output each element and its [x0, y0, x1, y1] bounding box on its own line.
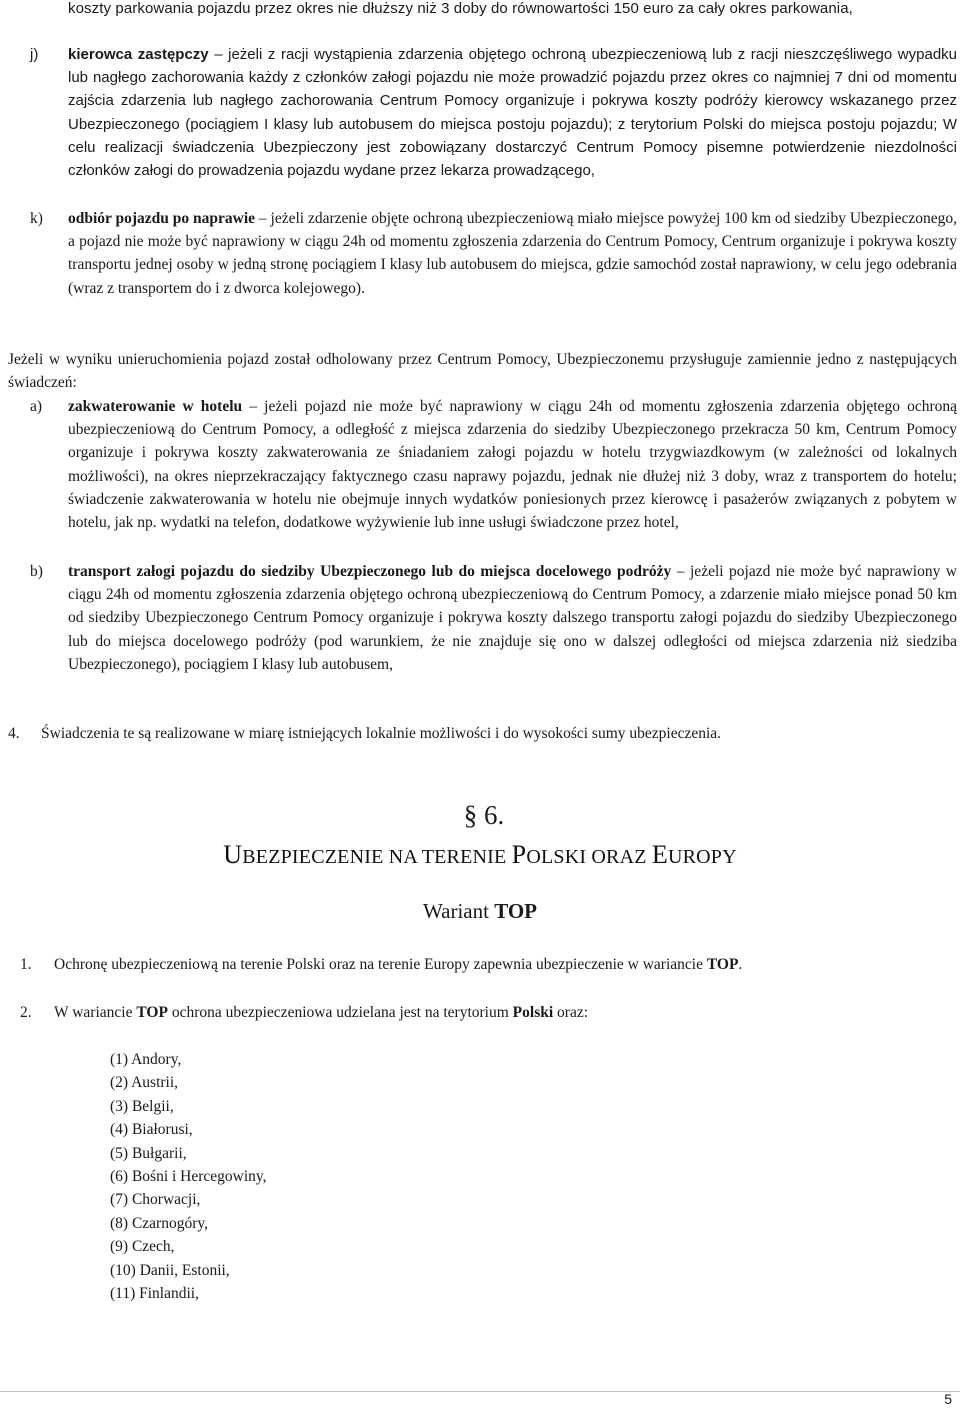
list-label: b): [30, 563, 43, 580]
list-item-b: [30, 560, 957, 676]
list-item: (10) Danii, Estonii,: [110, 1261, 230, 1279]
page-number: 5: [944, 1391, 952, 1407]
footer-divider: [0, 1391, 960, 1392]
variant-heading: Wariant TOP: [423, 899, 537, 923]
list-item: (9) Czech,: [110, 1238, 175, 1256]
list-item-title: kierowca zastępczy: [68, 46, 209, 63]
list-item-title: odbiór pojazdu po naprawie: [68, 210, 256, 227]
list-item: (5) Bułgarii,: [110, 1144, 187, 1162]
point-number: 1.: [20, 956, 32, 973]
list-item-text: – jeżeli pojazd nie może być naprawiony w ciągu 24h od momentu zgłoszenia zdarzenia objętego ochroną ubezpieczeniową do Centrum Pomocy, a odległość z miejsca zdarzenia do siedziby Ubezpieczonego przekracza 50 km, Centrum Pomocy organizuje i pokrywa koszty zakwaterowania ze śniadaniem załogi pojazdu w hotelu trzygwiazdkowym (w zależności od lokalnych możliwości), na okres nieprzekraczający faktycznego czasu naprawy pojazdu, jednak nie dłużej niż 3 doby, wraz z transportem do hotelu; świadczenie zakwaterowania w hotelu nie obejmuje innych wydatków poniesionych przez kierowcę i pasażerów związanych z pobytem w hotelu, jak np. wydatki na telefon, dodatkowe wyżywienie lub inne usługi świadczone przez hotel,: [68, 398, 957, 532]
section-number: § 6.: [463, 800, 505, 830]
list-item: (2) Austrii,: [110, 1074, 179, 1092]
list-item-text: – jeżeli zdarzenie objęte ochroną ubezpieczeniową miało miejsce powyżej 100 km od siedziby Ubezpieczonego, a pojazd nie może być naprawiony w ciągu 24h od momentu zgłoszenia zdarzenia do Centrum Pomocy, Centrum organizuje i pokrywa koszty transportu jednej osoby w jedną stronę pociągiem I klasy lub autobusem do miejsca, gdzie samochód został naprawiony, w celu jego odebrania (wraz z transportem do i z dworca kolejowego).: [68, 210, 957, 297]
list-item: (1) Andory,: [110, 1051, 182, 1068]
list-item-k: [30, 207, 957, 300]
point-4: [8, 722, 958, 745]
point-number: 4.: [8, 725, 20, 742]
point-1: [20, 953, 950, 976]
section-heading: UBEZPIECZENIE NA TERENIE POLSKI ORAZ EUROPY: [223, 840, 737, 869]
list-item: (4) Białorusi,: [110, 1121, 193, 1139]
list-item: (6) Bośni i Hercegowiny,: [110, 1168, 267, 1186]
list-item-text: – jeżeli pojazd nie może być naprawiony w ciągu 24h od momentu zgłoszenia zdarzenia objętego ochroną ubezpieczeniową do Centrum Pomocy, a zdarzenie miało miejsce ponad 50 km od siedziby Ubezpieczonego Centrum Pomocy organizuje i pokrywa koszty dalszego transportu załogi pojazdu do siedziby Ubezpieczonego lub do miejsca docelowego podróży (pod warunkiem, że nie znajduje się ono w dalszej odległości od miejsca zdarzenia niż siedziba Ubezpieczonego), pociągiem I klasy lub autobusem,: [68, 563, 957, 673]
list-item: (11) Finlandii,: [110, 1285, 199, 1303]
point-text: Świadczenia te są realizowane w miarę istniejących lokalnie możliwości i do wysokości sumy ubezpieczenia.: [41, 725, 722, 742]
point-number: 2.: [20, 1004, 32, 1021]
point-text: W wariancie TOP ochrona ubezpieczeniowa udzielana jest na terytorium Polski oraz:: [54, 1004, 589, 1021]
point-text: Ochronę ubezpieczeniową na terenie Polski oraz na terenie Europy zapewnia ubezpieczenie w wariancie TOP.: [54, 956, 743, 973]
towing-intro-paragraph: Jeżeli w wyniku unieruchomienia pojazd został odholowany przez Centrum Pomocy, Ubezpieczonemu przysługuje zamiennie jedno z następujących świadczeń:: [8, 351, 957, 392]
list-item-title: transport załogi pojazdu do siedziby Ubezpieczonego lub do miejsca docelowego podróży: [68, 563, 672, 580]
list-item: (7) Chorwacji,: [110, 1191, 201, 1209]
list-item-text: – jeżeli z racji wystąpienia zdarzenia objętego ochroną ubezpieczeniową lub z racji nieszczęśliwego wypadku lub nagłego zachorowania każdy z członków załogi pojazdu nie może prowadzić pojazdu przez okres co najmniej 7 dni od momentu zajścia zdarzenia lub nagłego zachorowania Centrum Pomocy organizuje i pokrywa koszty podróży kierowcy wskazanego przez Ubezpieczonego (pociągiem I klasy lub autobusem do miejsca postoju pojazdu); z terytorium Polski do miejsca postoju pojazdu; W celu realizacji świadczenia Ubezpieczony jest zobowiązany dostarczyć Centrum Pomocy pisemne potwierdzenie niezdolności członków załogi do prowadzenia pojazdu wydane przez lekarza prowadzącego,: [68, 46, 958, 180]
list-label: a): [30, 398, 43, 415]
list-item: (3) Belgii,: [110, 1097, 174, 1115]
list-label: j): [30, 46, 39, 63]
list-item-a: [30, 395, 957, 534]
list-item-j: [30, 43, 958, 182]
point-2: [20, 1001, 950, 1024]
list-item: (8) Czarnogóry,: [110, 1214, 208, 1232]
country-list: [110, 1048, 267, 1305]
intro-continuation: koszty parkowania pojazdu przez okres nie dłuższy niż 3 doby do równowartości 150 euro za cały okres parkowania,: [68, 0, 853, 17]
list-label: k): [30, 210, 43, 227]
list-item-title: zakwaterowanie w hotelu: [68, 398, 243, 415]
